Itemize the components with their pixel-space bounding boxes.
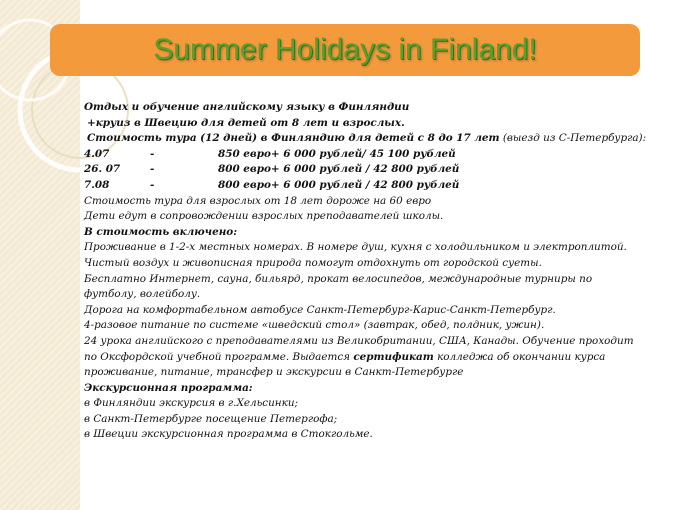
tour-date: 7.08: [84, 178, 110, 191]
included-text: колледжа об окончании курса: [433, 350, 606, 363]
adult-price-note: Стоимость тура для взрослых от 18 лет дороже на 60 евро: [84, 194, 432, 207]
price-heading: [84, 131, 647, 147]
title-banner: [50, 24, 640, 76]
tour-description: [84, 100, 647, 443]
tour-dash: -: [150, 147, 155, 160]
tour-price: 800 евро+ 6 000 рублей / 42 800 рублей: [218, 163, 460, 176]
price-heading-bold: Стоимость тура (12 дней) в Финляндию для детей с 8 до 17 лет: [87, 132, 500, 145]
tour-price: 800 евро+ 6 000 рублей / 42 800 рублей: [218, 178, 460, 191]
certificate-word: сертификат: [353, 350, 434, 363]
included-item: проживание, питание, трансфер и экскурсии в Санкт-Петербурге: [84, 366, 464, 379]
included-item: Проживание в 1-2-х местных номерах. В номере душ, кухня с холодильником и электроплитой.: [84, 241, 627, 254]
tour-dash: -: [150, 178, 155, 191]
tour-date: 4.07: [84, 147, 110, 160]
included-item: футболу, волейболу.: [84, 288, 201, 301]
included-item: Чистый воздух и живописная природа помогут отдохнуть от городской суеты.: [84, 256, 542, 269]
price-heading-note: (выезд из С-Петербурга):: [499, 132, 647, 145]
included-item: Бесплатно Интернет, сауна, бильярд, прокат велосипедов, международные турниры по: [84, 272, 593, 285]
included-item: [84, 350, 644, 366]
included-item: 24 урока английского с преподавателями из Великобритании, США, Канады. Обучение проходит: [84, 334, 634, 347]
tour-dash: -: [150, 163, 155, 176]
escort-note: Дети едут в сопровождении взрослых преподавателей школы.: [84, 210, 444, 223]
tour-row: [84, 178, 644, 194]
tour-row: [84, 162, 644, 178]
included-text: по Оксфордской учебной программе. Выдается: [84, 350, 354, 363]
excursion-item: в Санкт-Петербурге посещение Петергофа;: [84, 412, 338, 425]
page-title: Summer Holidays in Finland!: [153, 33, 537, 66]
excursion-item: в Финляндии экскурсия в г.Хельсинки;: [84, 397, 299, 410]
included-item: Дорога на комфортабельном автобусе Санкт-Петербург-Карис-Санкт-Петербург.: [84, 303, 556, 316]
intro-line: Отдых и обучение английскому языку в Финляндии: [84, 101, 410, 113]
included-item: 4-разовое питание по системе «шведский стол» (завтрак, обед, полдник, ужин).: [84, 319, 545, 332]
excursion-heading: Экскурсионная программа:: [84, 381, 253, 394]
tour-row: [84, 147, 644, 163]
tour-price: 850 евро+ 6 000 рублей/ 45 100 рублей: [218, 147, 456, 160]
included-heading: В стоимость включено:: [84, 225, 238, 238]
excursion-item: в Швеции экскурсионная программа в Стокгольме.: [84, 428, 373, 441]
tour-date: 26. 07: [84, 163, 121, 176]
intro-line: +круиз в Швецию для детей от 8 лет и взрослых.: [87, 116, 405, 129]
